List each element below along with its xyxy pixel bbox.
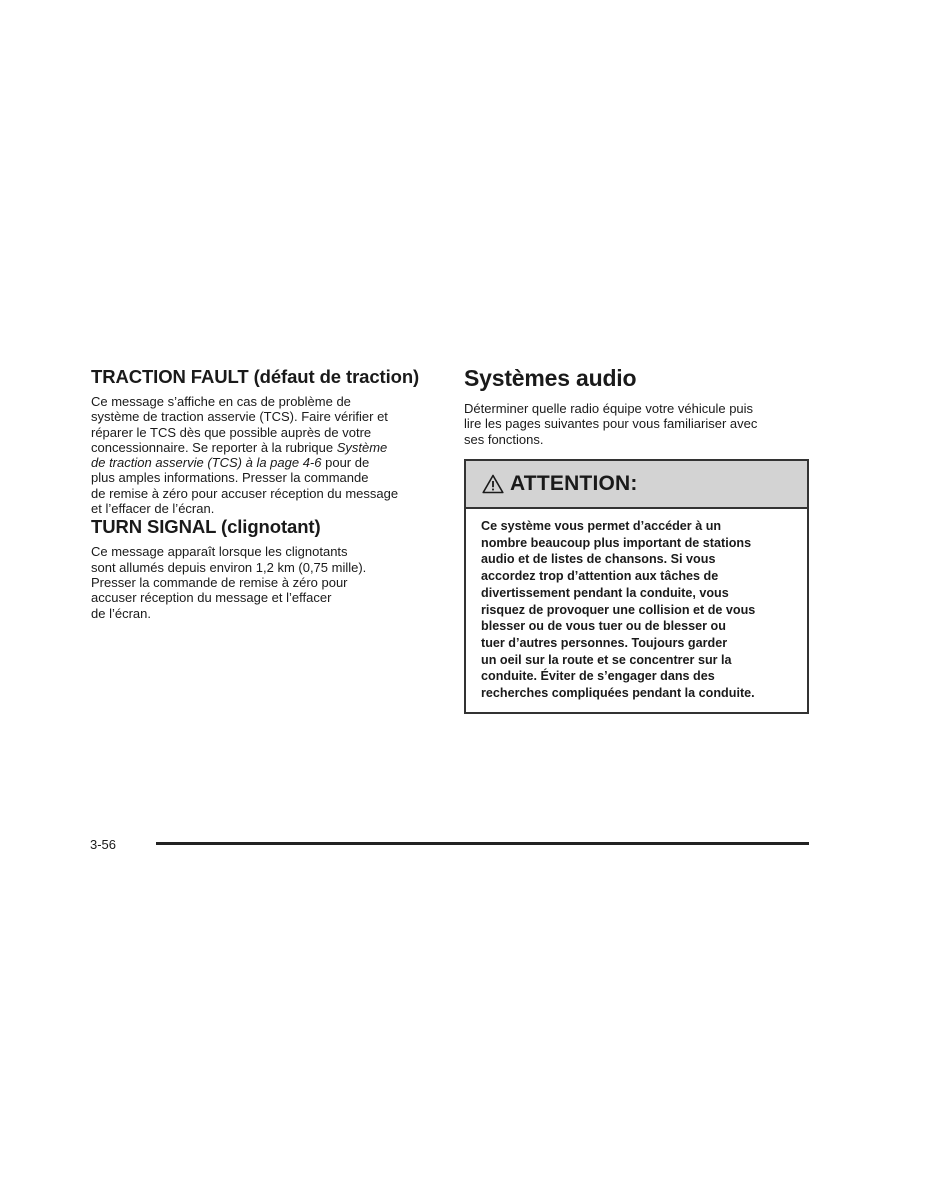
text-fragment: pour de — [321, 455, 370, 471]
intro-text — [464, 401, 809, 447]
text-line: de l’écran. — [91, 605, 151, 621]
text-line: Presser la commande de remise à zéro pour — [91, 574, 348, 590]
text-line: et l’effacer de l’écran. — [91, 501, 215, 517]
text-line: ses fonctions. — [464, 431, 544, 447]
left-column — [91, 366, 431, 621]
attention-box — [464, 459, 809, 714]
text-line: Ce message s’affiche en cas de problème de — [91, 394, 351, 409]
text-line: sont allumés depuis environ 1,2 km (0,75 mille). — [91, 559, 367, 575]
warning-triangle-icon — [482, 474, 504, 494]
text-line: plus amples informations. Presser la commande — [91, 470, 369, 486]
text-line: nombre beaucoup plus important de stations — [481, 535, 752, 550]
section-title: Systèmes audio — [464, 365, 637, 391]
text-line: conduite. Éviter de s’engager dans des — [481, 669, 715, 684]
text-line: système de traction asservie (TCS). Faire vérifier et — [91, 409, 388, 425]
text-line: réparer le TCS dès que possible auprès de votre — [91, 424, 372, 440]
text-line: accuser réception du message et l’effacer — [91, 590, 332, 606]
text-line: audio et de listes de chansons. Si vous — [481, 552, 716, 567]
text-line: divertissement pendant la conduite, vous — [481, 585, 729, 600]
text-line: un oeil sur la route et se concentrer sur la — [481, 652, 732, 667]
text-line: tuer d’autres personnes. Toujours garder — [481, 635, 728, 650]
text-fragment: concessionnaire. Se reporter à la rubrique — [91, 439, 337, 455]
traction-fault-text — [91, 394, 431, 516]
text-line: lire les pages suivantes pour vous familiariser avec — [464, 416, 758, 432]
text-line: blesser ou de vous tuer ou de blesser ou — [481, 619, 726, 634]
text-line — [91, 440, 431, 455]
footer-divider — [156, 842, 809, 845]
page-number: 3-56 — [90, 837, 117, 852]
cross-reference-link[interactable]: de traction asservie (TCS) à la page 4-6 — [91, 455, 322, 471]
text-line: Déterminer quelle radio équipe votre véhicule puis — [464, 401, 754, 416]
text-line — [91, 455, 431, 470]
attention-text — [466, 509, 807, 702]
text-line: recherches compliquées pendant la conduite. — [481, 686, 755, 701]
cross-reference-link[interactable]: Système — [336, 439, 388, 455]
traction-fault-heading: TRACTION FAULT (défaut de traction) — [91, 366, 420, 387]
turn-signal-heading: TURN SIGNAL (clignotant) — [91, 516, 321, 538]
attention-header — [466, 461, 807, 509]
turn-signal-text — [91, 544, 431, 620]
text-line: Ce message apparaît lorsque les clignotants — [91, 544, 348, 560]
attention-label: ATTENTION: — [510, 472, 638, 495]
text-line: Ce système vous permet d’accéder à un — [481, 519, 722, 533]
text-line: risquez de provoquer une collision et de vous — [481, 602, 756, 617]
right-column — [464, 364, 809, 447]
text-line: de remise à zéro pour accuser réception du message — [91, 485, 399, 501]
text-line: accordez trop d’attention aux tâches de — [481, 569, 719, 584]
